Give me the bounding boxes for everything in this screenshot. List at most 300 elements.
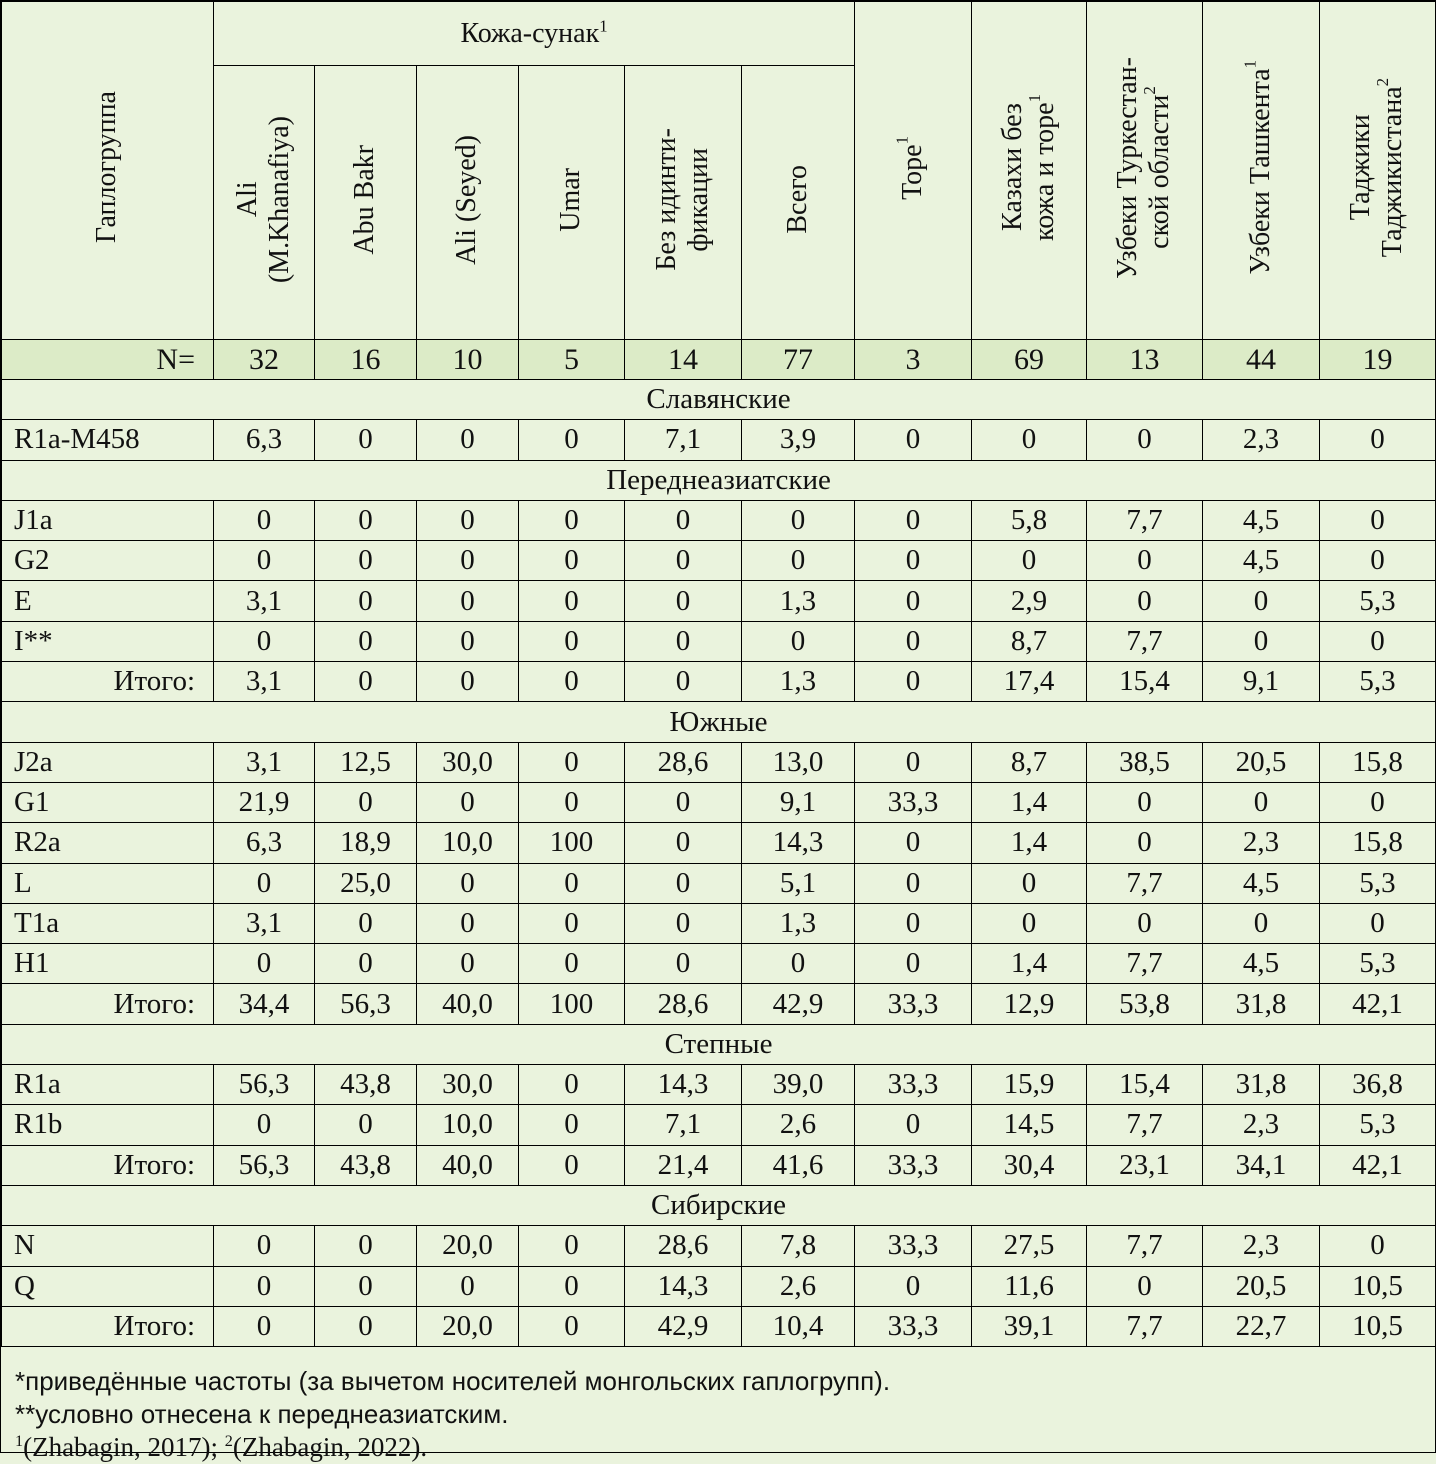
- table-cell: 0: [855, 823, 972, 863]
- n-value: 14: [625, 340, 742, 380]
- table-cell: 0: [214, 1266, 315, 1306]
- table-cell: 39,1: [972, 1306, 1087, 1346]
- table-cell: 0: [625, 944, 742, 984]
- table-cell: 0: [742, 944, 855, 984]
- table-cell: 1,4: [972, 782, 1087, 822]
- table-cell: 0: [855, 944, 972, 984]
- section-row: [2, 380, 1436, 420]
- table-cell: 27,5: [972, 1226, 1087, 1266]
- table-cell: 40,0: [417, 984, 519, 1024]
- table-cell: 7,7: [1087, 1105, 1203, 1145]
- section-row: [2, 1185, 1436, 1225]
- table-cell: 0: [855, 581, 972, 621]
- n-value: 19: [1320, 340, 1436, 380]
- col-header-line: фикации: [683, 147, 714, 252]
- table-cell: 0: [625, 500, 742, 540]
- table-cell: 0: [855, 863, 972, 903]
- table-row: [2, 621, 1436, 661]
- table-cell: 7,7: [1087, 621, 1203, 661]
- table-cell: 42,1: [1320, 984, 1436, 1024]
- table-cell: 12,5: [315, 742, 417, 782]
- col-header-line: Без идинти-: [650, 128, 682, 271]
- n-value: 77: [742, 340, 855, 380]
- table-cell: 2,3: [1203, 823, 1320, 863]
- col-header-ali-seyed: [417, 66, 519, 340]
- table-cell: 5,3: [1320, 944, 1436, 984]
- table-cell: 0: [315, 621, 417, 661]
- col-header-line: Umar: [555, 167, 587, 232]
- table-body: [2, 340, 1436, 1347]
- table-cell: 28,6: [625, 984, 742, 1024]
- table-cell: 20,5: [1203, 1266, 1320, 1306]
- table-cell: 0: [315, 1306, 417, 1346]
- col-header-line: Abu Bakr: [349, 144, 381, 255]
- haplogroup-label: L: [2, 863, 214, 903]
- table-cell: 0: [417, 420, 519, 460]
- table-cell: 15,8: [1320, 742, 1436, 782]
- table-cell: 0: [972, 541, 1087, 581]
- n-value: 44: [1203, 340, 1320, 380]
- table-cell: 0: [519, 1226, 625, 1266]
- table-cell: 0: [417, 863, 519, 903]
- table-cell: 0: [1320, 420, 1436, 460]
- table-cell: 25,0: [315, 863, 417, 903]
- table-cell: 0: [742, 541, 855, 581]
- table-cell: 0: [855, 742, 972, 782]
- haplogroup-label: H1: [2, 944, 214, 984]
- haplogroup-header: [2, 2, 214, 340]
- total-label: Итого:: [2, 1306, 214, 1346]
- table-cell: 0: [1087, 782, 1203, 822]
- table-cell: 4,5: [1203, 541, 1320, 581]
- table-cell: 30,4: [972, 1145, 1087, 1185]
- table-cell: 6,3: [214, 420, 315, 460]
- table-cell: 34,1: [1203, 1145, 1320, 1185]
- col-header-line: (M.Khanafiya): [264, 115, 295, 284]
- table-cell: 0: [214, 500, 315, 540]
- total-row: [2, 1145, 1436, 1185]
- table-cell: 8,7: [972, 742, 1087, 782]
- total-label: Итого:: [2, 662, 214, 702]
- table-cell: 0: [1320, 1226, 1436, 1266]
- table-cell: 0: [855, 420, 972, 460]
- table-cell: 0: [625, 621, 742, 661]
- table-cell: 0: [417, 500, 519, 540]
- table-cell: 1,4: [972, 823, 1087, 863]
- table-cell: 38,5: [1087, 742, 1203, 782]
- table-cell: 0: [855, 621, 972, 661]
- table-cell: 0: [855, 500, 972, 540]
- haplogroup-label: T1a: [2, 903, 214, 943]
- section-title: Южные: [2, 702, 1436, 742]
- n-value: 13: [1087, 340, 1203, 380]
- total-row: [2, 984, 1436, 1024]
- table-cell: 0: [625, 863, 742, 903]
- table-cell: 0: [519, 1266, 625, 1306]
- table-cell: 7,7: [1087, 1306, 1203, 1346]
- haplogroup-label: G1: [2, 782, 214, 822]
- col-header-line: Узбеки Туркестан-: [1112, 56, 1144, 279]
- table-cell: 0: [519, 541, 625, 581]
- table-cell: 0: [519, 1306, 625, 1346]
- table-cell: 0: [315, 541, 417, 581]
- table-cell: 4,5: [1203, 500, 1320, 540]
- table-cell: 0: [214, 541, 315, 581]
- table-cell: 0: [625, 541, 742, 581]
- table-notes: [1, 1365, 1435, 1464]
- table-cell: 0: [417, 903, 519, 943]
- table-cell: 1,3: [742, 903, 855, 943]
- total-row: [2, 1306, 1436, 1346]
- table-cell: 0: [417, 581, 519, 621]
- table-row: [2, 1266, 1436, 1306]
- col-header-line: Ali: [231, 181, 263, 218]
- col-header-line: кожа и торе: [1029, 102, 1061, 241]
- table-cell: 0: [1320, 500, 1436, 540]
- table-row: [2, 823, 1436, 863]
- table-cell: 56,3: [214, 1065, 315, 1105]
- haplogroup-label: R1a-M458: [2, 420, 214, 460]
- table-cell: 6,3: [214, 823, 315, 863]
- section-row: [2, 460, 1436, 500]
- citation-sup: 1: [15, 1432, 24, 1450]
- table-cell: 1,3: [742, 581, 855, 621]
- table-cell: 3,9: [742, 420, 855, 460]
- table-cell: 0: [214, 1306, 315, 1346]
- table-cell: 0: [417, 1266, 519, 1306]
- table-cell: 0: [855, 903, 972, 943]
- table-cell: 5,3: [1320, 581, 1436, 621]
- table-cell: 14,5: [972, 1105, 1087, 1145]
- table-cell: 0: [519, 420, 625, 460]
- table-cell: 0: [214, 1226, 315, 1266]
- citation-sup: 2: [224, 1432, 233, 1450]
- table-row: [2, 782, 1436, 822]
- table-cell: 4,5: [1203, 944, 1320, 984]
- col-header-line: Торе: [896, 143, 928, 200]
- table-cell: 0: [742, 500, 855, 540]
- table-cell: 9,1: [742, 782, 855, 822]
- table-cell: 0: [519, 1145, 625, 1185]
- table-cell: 2,9: [972, 581, 1087, 621]
- col-header-no-identification: [625, 66, 742, 340]
- table-cell: 41,6: [742, 1145, 855, 1185]
- table-cell: 15,9: [972, 1065, 1087, 1105]
- table-cell: 33,3: [855, 984, 972, 1024]
- table-cell: 56,3: [315, 984, 417, 1024]
- table-cell: 0: [417, 541, 519, 581]
- n-value: 10: [417, 340, 519, 380]
- table-cell: 0: [1087, 1266, 1203, 1306]
- haplogroup-label: R1a: [2, 1065, 214, 1105]
- section-title: Переднеазиатские: [2, 460, 1436, 500]
- col-header-line: Казахи без: [996, 103, 1028, 232]
- col-header-sup: 1: [1240, 60, 1260, 69]
- n-value: 32: [214, 340, 315, 380]
- col-header-sup: 1: [1024, 94, 1044, 103]
- total-row: [2, 662, 1436, 702]
- haplogroup-label: I**: [2, 621, 214, 661]
- table-cell: 7,1: [625, 420, 742, 460]
- table-cell: 0: [855, 541, 972, 581]
- table-cell: 0: [625, 581, 742, 621]
- table-cell: 0: [855, 1266, 972, 1306]
- table-cell: 17,4: [972, 662, 1087, 702]
- col-header-sup: 2: [1373, 77, 1393, 87]
- table-cell: 0: [1203, 581, 1320, 621]
- koja-sunak-sup: 1: [599, 16, 608, 36]
- col-header-kazakhs: [972, 2, 1087, 340]
- table-cell: 10,0: [417, 1105, 519, 1145]
- table-cell: 20,0: [417, 1306, 519, 1346]
- table-cell: 0: [315, 903, 417, 943]
- table-cell: 2,3: [1203, 1226, 1320, 1266]
- table-cell: 21,9: [214, 782, 315, 822]
- table-cell: 21,4: [625, 1145, 742, 1185]
- total-label: Итого:: [2, 984, 214, 1024]
- table-cell: 42,9: [625, 1306, 742, 1346]
- table-row: [2, 742, 1436, 782]
- table-cell: 0: [1087, 581, 1203, 621]
- note-conditional-assignment: **условно отнесена к переднеазиатским.: [15, 1399, 509, 1429]
- table-cell: 28,6: [625, 1226, 742, 1266]
- table-cell: 5,3: [1320, 1105, 1436, 1145]
- table-cell: 100: [519, 823, 625, 863]
- table-cell: 9,1: [1203, 662, 1320, 702]
- table-cell: 33,3: [855, 1145, 972, 1185]
- table-cell: 0: [1087, 823, 1203, 863]
- table-row: [2, 1065, 1436, 1105]
- table-cell: 30,0: [417, 1065, 519, 1105]
- table-cell: 20,5: [1203, 742, 1320, 782]
- col-header-ali-khanafiya: [214, 66, 315, 340]
- table-cell: 5,3: [1320, 662, 1436, 702]
- table-cell: 15,4: [1087, 662, 1203, 702]
- table-row: [2, 1226, 1436, 1266]
- table-cell: 43,8: [315, 1065, 417, 1105]
- table-cell: 0: [625, 782, 742, 822]
- table-cell: 36,8: [1320, 1065, 1436, 1105]
- table-cell: 7,7: [1087, 500, 1203, 540]
- table-cell: 40,0: [417, 1145, 519, 1185]
- table-cell: 10,4: [742, 1306, 855, 1346]
- table-cell: 42,1: [1320, 1145, 1436, 1185]
- haplogroup-label: J2a: [2, 742, 214, 782]
- table-cell: 14,3: [625, 1266, 742, 1306]
- table-cell: 42,9: [742, 984, 855, 1024]
- table-cell: 7,7: [1087, 863, 1203, 903]
- table-cell: 0: [519, 1065, 625, 1105]
- col-header-uzbeks-turkestan: [1087, 2, 1203, 340]
- table-cell: 31,8: [1203, 1065, 1320, 1105]
- table-cell: 0: [519, 742, 625, 782]
- total-label: Итого:: [2, 1145, 214, 1185]
- n-value: 16: [315, 340, 417, 380]
- table-row: [2, 944, 1436, 984]
- koja-sunak-header: [214, 2, 855, 66]
- table-row: [2, 863, 1436, 903]
- table-cell: 3,1: [214, 581, 315, 621]
- table-cell: 0: [1203, 621, 1320, 661]
- haplogroup-label: R1b: [2, 1105, 214, 1145]
- table-cell: 33,3: [855, 782, 972, 822]
- table-cell: 0: [315, 500, 417, 540]
- table-cell: 3,1: [214, 903, 315, 943]
- table-cell: 2,6: [742, 1266, 855, 1306]
- table-cell: 1,3: [742, 662, 855, 702]
- col-header-total: [742, 66, 855, 340]
- section-title: Степные: [2, 1024, 1436, 1064]
- table-cell: 0: [625, 823, 742, 863]
- table-cell: 5,8: [972, 500, 1087, 540]
- table-cell: 2,3: [1203, 1105, 1320, 1145]
- table-cell: 23,1: [1087, 1145, 1203, 1185]
- table-cell: 0: [519, 863, 625, 903]
- haplogroup-label: R2a: [2, 823, 214, 863]
- table-cell: 53,8: [1087, 984, 1203, 1024]
- section-title: Славянские: [2, 380, 1436, 420]
- table-cell: 0: [519, 581, 625, 621]
- col-header-line: Всего: [781, 165, 813, 234]
- table-cell: 14,3: [742, 823, 855, 863]
- table-cell: 0: [519, 621, 625, 661]
- haplogroup-table: [1, 1, 1436, 1347]
- table-cell: 7,7: [1087, 1226, 1203, 1266]
- col-header-sup: 1: [892, 135, 912, 144]
- table-cell: 0: [742, 621, 855, 661]
- n-value: 3: [855, 340, 972, 380]
- col-header-uzbeks-tashkent: [1203, 2, 1320, 340]
- table-cell: 0: [315, 1226, 417, 1266]
- koja-sunak-label: Кожа-сунак: [460, 17, 600, 49]
- table-cell: 0: [519, 1105, 625, 1145]
- col-header-abu-bakr: [315, 66, 417, 340]
- table-cell: 7,7: [1087, 944, 1203, 984]
- table-row: [2, 1105, 1436, 1145]
- note-reduced-frequencies: *приведённые частоты (за вычетом носителей монгольских гаплогрупп).: [15, 1366, 891, 1396]
- table-cell: 33,3: [855, 1226, 972, 1266]
- table-cell: 0: [214, 863, 315, 903]
- table-cell: 8,7: [972, 621, 1087, 661]
- table-cell: 5,1: [742, 863, 855, 903]
- table-cell: 10,5: [1320, 1306, 1436, 1346]
- table-cell: 0: [519, 944, 625, 984]
- table-row: [2, 581, 1436, 621]
- table-cell: 39,0: [742, 1065, 855, 1105]
- table-cell: 31,8: [1203, 984, 1320, 1024]
- table-cell: 4,5: [1203, 863, 1320, 903]
- table-cell: 0: [855, 1105, 972, 1145]
- n-value: 69: [972, 340, 1087, 380]
- table-cell: 0: [1320, 541, 1436, 581]
- table-cell: 0: [1203, 782, 1320, 822]
- table-cell: 0: [519, 903, 625, 943]
- table-cell: 3,1: [214, 742, 315, 782]
- col-header-line: Узбеки Ташкента: [1244, 68, 1276, 275]
- table-cell: 0: [1320, 621, 1436, 661]
- table-cell: 0: [214, 944, 315, 984]
- table-cell: 2,3: [1203, 420, 1320, 460]
- haplogroup-label: G2: [2, 541, 214, 581]
- table-cell: 0: [519, 662, 625, 702]
- table-cell: 0: [972, 420, 1087, 460]
- col-header-line: Таджикистана: [1377, 86, 1409, 258]
- table-cell: 7,8: [742, 1226, 855, 1266]
- col-header-line: Ali (Seyed): [451, 134, 483, 265]
- table-cell: 33,3: [855, 1065, 972, 1105]
- table-cell: 0: [417, 621, 519, 661]
- haplogroup-header-label: Гаплогруппа: [91, 91, 123, 244]
- table-cell: 7,1: [625, 1105, 742, 1145]
- table-row: [2, 903, 1436, 943]
- table-cell: 0: [315, 420, 417, 460]
- table-cell: 0: [519, 500, 625, 540]
- table-cell: 13,0: [742, 742, 855, 782]
- table-cell: 18,9: [315, 823, 417, 863]
- col-header-umar: [519, 66, 625, 340]
- table-cell: 0: [625, 662, 742, 702]
- table-cell: 0: [972, 903, 1087, 943]
- table-cell: 0: [417, 662, 519, 702]
- note-citations: [15, 1431, 1435, 1464]
- table-cell: 12,9: [972, 984, 1087, 1024]
- table-cell: 0: [1203, 903, 1320, 943]
- n-row: [2, 340, 1436, 380]
- col-header-tore: [855, 2, 972, 340]
- table-cell: 0: [315, 1266, 417, 1306]
- table-cell: 0: [972, 863, 1087, 903]
- table-row: [2, 541, 1436, 581]
- col-header-tajiks: [1320, 2, 1436, 340]
- col-header-sup: 2: [1140, 86, 1160, 95]
- header-row-top: [2, 2, 1436, 66]
- table-cell: 0: [1087, 541, 1203, 581]
- haplogroup-label: Q: [2, 1266, 214, 1306]
- table-cell: 28,6: [625, 742, 742, 782]
- table-cell: 0: [214, 621, 315, 661]
- table-cell: 0: [315, 662, 417, 702]
- n-label: N=: [2, 340, 214, 380]
- table-cell: 15,4: [1087, 1065, 1203, 1105]
- haplogroup-label: J1a: [2, 500, 214, 540]
- table-cell: 0: [1320, 903, 1436, 943]
- table-cell: 11,6: [972, 1266, 1087, 1306]
- table-cell: 0: [417, 782, 519, 822]
- table-cell: 10,5: [1320, 1266, 1436, 1306]
- col-header-line: ской области: [1144, 94, 1176, 249]
- table-cell: 43,8: [315, 1145, 417, 1185]
- table-cell: 0: [214, 1105, 315, 1145]
- table-cell: 10,0: [417, 823, 519, 863]
- table-cell: 14,3: [625, 1065, 742, 1105]
- table-cell: 0: [315, 944, 417, 984]
- col-header-line: Таджики: [1345, 114, 1377, 221]
- table-cell: 15,8: [1320, 823, 1436, 863]
- table-cell: 1,4: [972, 944, 1087, 984]
- table-cell: 100: [519, 984, 625, 1024]
- table-cell: 30,0: [417, 742, 519, 782]
- table-cell: 33,3: [855, 1306, 972, 1346]
- table-cell: 0: [315, 1105, 417, 1145]
- table-cell: 22,7: [1203, 1306, 1320, 1346]
- table-cell: 0: [1087, 903, 1203, 943]
- table-cell: 0: [315, 581, 417, 621]
- table-cell: 0: [855, 662, 972, 702]
- table-cell: 5,3: [1320, 863, 1436, 903]
- haplogroup-label: N: [2, 1226, 214, 1266]
- table-cell: 3,1: [214, 662, 315, 702]
- section-row: [2, 702, 1436, 742]
